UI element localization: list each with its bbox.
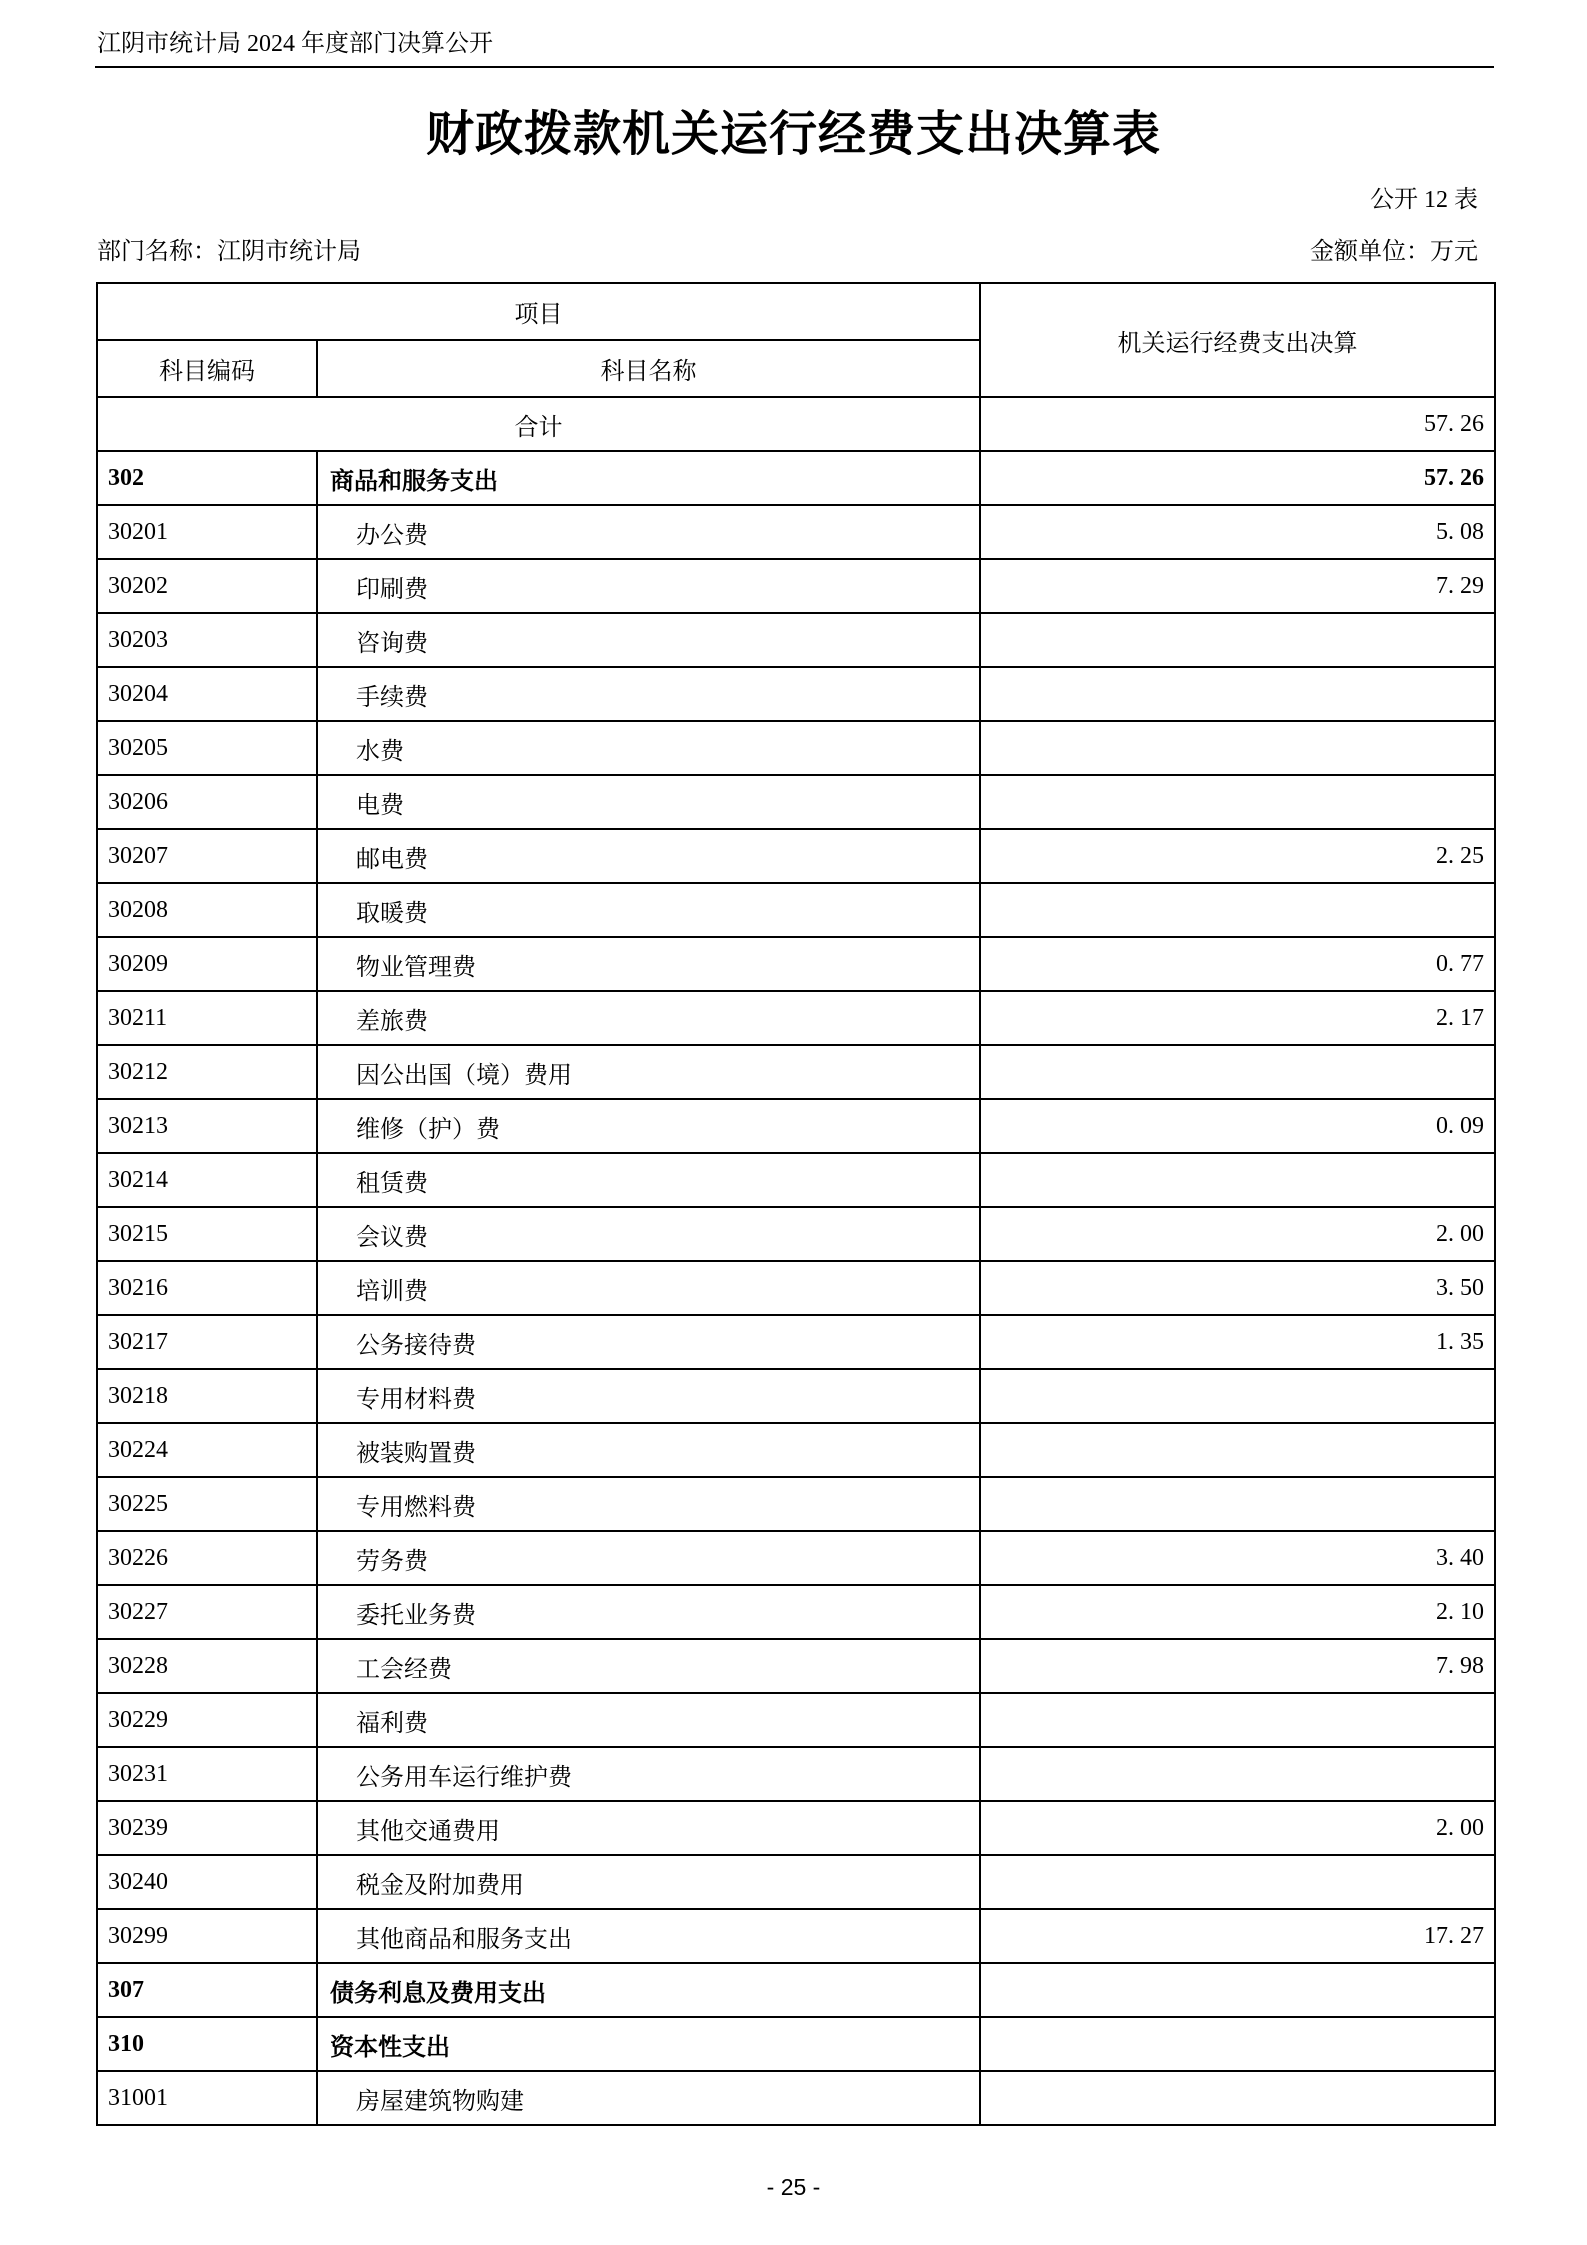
amount-unit: 金额单位：万元 [1310, 239, 1478, 265]
total-label-cell: 合计 [97, 397, 980, 451]
subject-name-cell: 邮电费 [317, 829, 980, 883]
subject-name-cell: 商品和服务支出 [317, 451, 980, 505]
amount-cell: 7. 29 [980, 559, 1495, 613]
table-row [97, 1909, 1495, 1963]
amount-cell [980, 775, 1495, 829]
table-row [97, 1747, 1495, 1801]
table-row [97, 505, 1495, 559]
column-header-amount: 机关运行经费支出决算 [980, 283, 1495, 397]
table-row [97, 1045, 1495, 1099]
subject-code-cell: 30229 [97, 1693, 317, 1747]
document-header-text: 江阴市统计局 2024 年度部门决算公开 [97, 31, 493, 57]
table-row [97, 559, 1495, 613]
amount-cell [980, 1855, 1495, 1909]
table-row [97, 1963, 1495, 2017]
table-row [97, 2071, 1495, 2125]
subject-name-cell: 会议费 [317, 1207, 980, 1261]
subject-code-cell: 31001 [97, 2071, 317, 2125]
amount-cell: 2. 10 [980, 1585, 1495, 1639]
table-row [97, 1207, 1495, 1261]
amount-cell [980, 721, 1495, 775]
amount-cell: 0. 09 [980, 1099, 1495, 1153]
amount-cell [980, 1963, 1495, 2017]
subject-code-cell: 30202 [97, 559, 317, 613]
column-header-subject-code: 科目编码 [97, 340, 317, 397]
table-row [97, 1369, 1495, 1423]
subject-name-cell: 因公出国（境）费用 [317, 1045, 980, 1099]
table-row [97, 1693, 1495, 1747]
expenditure-table [96, 282, 1496, 2126]
subject-name-cell: 公务用车运行维护费 [317, 1747, 980, 1801]
amount-cell [980, 667, 1495, 721]
subject-name-cell: 水费 [317, 721, 980, 775]
subject-name-cell: 税金及附加费用 [317, 1855, 980, 1909]
amount-cell: 7. 98 [980, 1639, 1495, 1693]
subject-code-cell: 30213 [97, 1099, 317, 1153]
table-row [97, 1801, 1495, 1855]
department-name: 部门名称：江阴市统计局 [97, 239, 361, 265]
amount-cell [980, 1423, 1495, 1477]
subject-name-cell: 委托业务费 [317, 1585, 980, 1639]
amount-cell [980, 2017, 1495, 2071]
subject-code-cell: 30203 [97, 613, 317, 667]
subject-code-cell: 30231 [97, 1747, 317, 1801]
subject-code-cell: 30228 [97, 1639, 317, 1693]
subject-code-cell: 302 [97, 451, 317, 505]
subject-code-cell: 30224 [97, 1423, 317, 1477]
subject-name-cell: 取暖费 [317, 883, 980, 937]
subject-name-cell: 专用材料费 [317, 1369, 980, 1423]
amount-cell [980, 1747, 1495, 1801]
header-rule [95, 66, 1494, 68]
subject-code-cell: 30217 [97, 1315, 317, 1369]
subject-code-cell: 30204 [97, 667, 317, 721]
amount-cell [980, 1477, 1495, 1531]
subject-name-cell: 福利费 [317, 1693, 980, 1747]
amount-cell: 1. 35 [980, 1315, 1495, 1369]
amount-cell [980, 1045, 1495, 1099]
amount-cell [980, 1369, 1495, 1423]
subject-code-cell: 30208 [97, 883, 317, 937]
subject-name-cell: 其他交通费用 [317, 1801, 980, 1855]
page-number: - 25 - [766, 2174, 821, 2200]
subject-code-cell: 307 [97, 1963, 317, 2017]
subject-name-cell: 其他商品和服务支出 [317, 1909, 980, 1963]
subject-code-cell: 30214 [97, 1153, 317, 1207]
subject-name-cell: 物业管理费 [317, 937, 980, 991]
table-row [97, 2017, 1495, 2071]
column-header-project: 项目 [97, 283, 980, 340]
subject-name-cell: 电费 [317, 775, 980, 829]
subject-name-cell: 差旅费 [317, 991, 980, 1045]
amount-cell: 5. 08 [980, 505, 1495, 559]
amount-cell [980, 1693, 1495, 1747]
amount-cell: 0. 77 [980, 937, 1495, 991]
subject-name-cell: 维修（护）费 [317, 1099, 980, 1153]
table-row [97, 991, 1495, 1045]
amount-cell [980, 613, 1495, 667]
table-row [97, 1855, 1495, 1909]
subject-name-cell: 租赁费 [317, 1153, 980, 1207]
table-body [97, 397, 1495, 2125]
amount-cell: 2. 00 [980, 1207, 1495, 1261]
table-header-row-1 [97, 283, 1495, 340]
subject-name-cell: 公务接待费 [317, 1315, 980, 1369]
column-header-subject-name: 科目名称 [317, 340, 980, 397]
table-row [97, 1153, 1495, 1207]
total-row [97, 397, 1495, 451]
table-row [97, 1531, 1495, 1585]
table-row [97, 1261, 1495, 1315]
subject-code-cell: 30239 [97, 1801, 317, 1855]
subject-name-cell: 劳务费 [317, 1531, 980, 1585]
amount-cell [980, 1153, 1495, 1207]
table-row [97, 1099, 1495, 1153]
amount-cell: 3. 40 [980, 1531, 1495, 1585]
subject-name-cell: 房屋建筑物购建 [317, 2071, 980, 2125]
amount-cell: 2. 25 [980, 829, 1495, 883]
table-row [97, 1639, 1495, 1693]
subject-code-cell: 30212 [97, 1045, 317, 1099]
subject-code-cell: 30209 [97, 937, 317, 991]
table-row [97, 937, 1495, 991]
total-amount-cell: 57. 26 [980, 397, 1495, 451]
subject-name-cell: 培训费 [317, 1261, 980, 1315]
subject-name-cell: 债务利息及费用支出 [317, 1963, 980, 2017]
page-title: 财政拨款机关运行经费支出决算表 [425, 108, 1161, 161]
table-row [97, 451, 1495, 505]
subject-name-cell: 办公费 [317, 505, 980, 559]
table-row [97, 883, 1495, 937]
subject-code-cell: 30225 [97, 1477, 317, 1531]
table-row [97, 1585, 1495, 1639]
amount-cell [980, 2071, 1495, 2125]
subject-name-cell: 印刷费 [317, 559, 980, 613]
subject-code-cell: 30205 [97, 721, 317, 775]
subject-code-cell: 30218 [97, 1369, 317, 1423]
amount-cell: 2. 00 [980, 1801, 1495, 1855]
table-row [97, 1423, 1495, 1477]
subject-code-cell: 30240 [97, 1855, 317, 1909]
subject-name-cell: 工会经费 [317, 1639, 980, 1693]
subject-name-cell: 专用燃料费 [317, 1477, 980, 1531]
amount-cell: 2. 17 [980, 991, 1495, 1045]
table-row [97, 1315, 1495, 1369]
amount-cell [980, 883, 1495, 937]
table-row [97, 613, 1495, 667]
subject-name-cell: 资本性支出 [317, 2017, 980, 2071]
subject-code-cell: 30211 [97, 991, 317, 1045]
subject-code-cell: 30226 [97, 1531, 317, 1585]
subject-code-cell: 30201 [97, 505, 317, 559]
table-row [97, 721, 1495, 775]
table-row [97, 829, 1495, 883]
subject-code-cell: 310 [97, 2017, 317, 2071]
amount-cell: 57. 26 [980, 451, 1495, 505]
subject-name-cell: 咨询费 [317, 613, 980, 667]
subject-code-cell: 30207 [97, 829, 317, 883]
table-row [97, 667, 1495, 721]
amount-cell: 17. 27 [980, 1909, 1495, 1963]
subject-code-cell: 30206 [97, 775, 317, 829]
table-number: 公开 12 表 [1370, 187, 1478, 213]
table-row [97, 775, 1495, 829]
subject-code-cell: 30299 [97, 1909, 317, 1963]
subject-code-cell: 30227 [97, 1585, 317, 1639]
subject-name-cell: 被装购置费 [317, 1423, 980, 1477]
subject-code-cell: 30215 [97, 1207, 317, 1261]
subject-name-cell: 手续费 [317, 667, 980, 721]
amount-cell: 3. 50 [980, 1261, 1495, 1315]
table-row [97, 1477, 1495, 1531]
subject-code-cell: 30216 [97, 1261, 317, 1315]
